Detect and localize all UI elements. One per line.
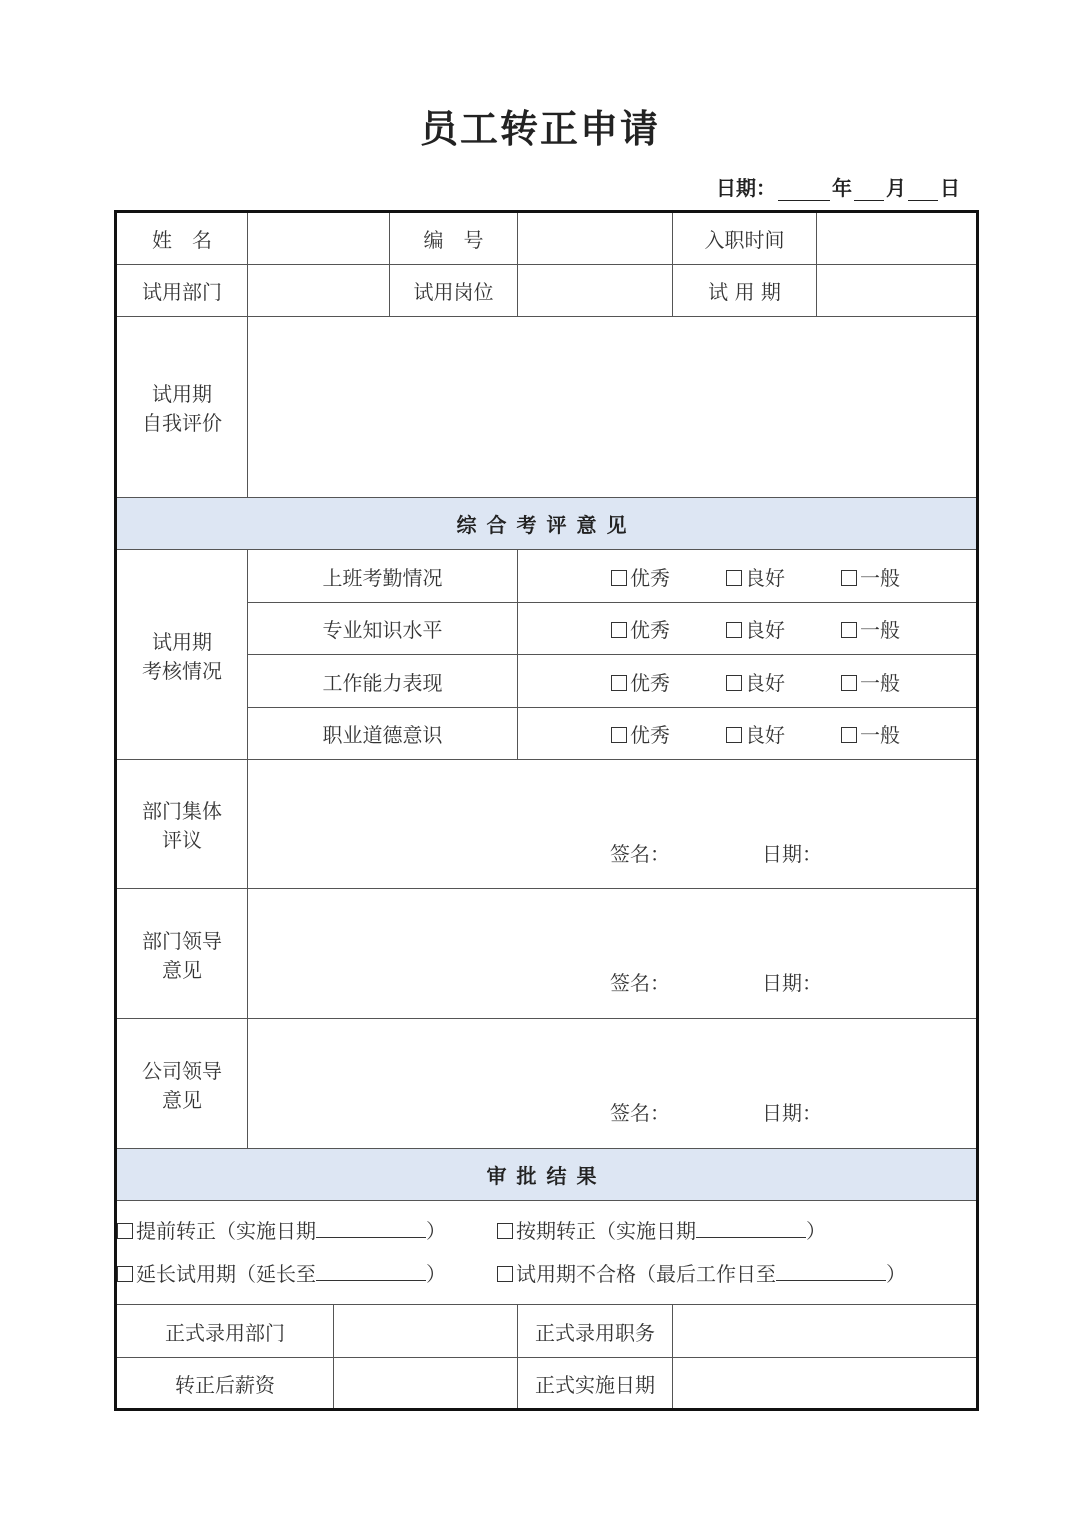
approval-extend[interactable]: 延长试用期（延长至 ） (117, 1253, 497, 1296)
header-date (716, 172, 960, 201)
option-excellent[interactable]: 优秀 (611, 719, 670, 748)
final-dept-field[interactable] (334, 1305, 518, 1358)
application-form (114, 210, 979, 1411)
year-label: 年 (832, 176, 852, 200)
signature-date-label: 日期： (762, 841, 822, 866)
id-field[interactable] (518, 212, 673, 265)
assessment-options (518, 708, 978, 760)
name-label: 姓 名 (116, 212, 248, 265)
option-average[interactable]: 一般 (841, 562, 900, 591)
name-field[interactable] (248, 212, 390, 265)
assessment-row (116, 550, 978, 603)
option-good[interactable]: 良好 (726, 667, 785, 696)
hire-date-field[interactable] (817, 212, 978, 265)
assessment-item: 上班考勤情况 (248, 550, 518, 603)
final-date-field[interactable] (673, 1358, 978, 1410)
checkbox[interactable] (611, 570, 627, 586)
option-good[interactable]: 良好 (726, 562, 785, 591)
signature-label: 签名： (610, 971, 670, 995)
on-time-date-field[interactable] (696, 1219, 806, 1238)
opinion-row-dept-group (116, 760, 978, 889)
option-excellent[interactable]: 优秀 (611, 562, 670, 591)
assessment-options (518, 603, 978, 655)
checkbox[interactable] (726, 622, 742, 638)
fail-date-field[interactable] (776, 1262, 886, 1281)
checkbox[interactable] (497, 1223, 513, 1239)
final-position-field[interactable] (673, 1305, 978, 1358)
checkbox[interactable] (611, 622, 627, 638)
checkbox[interactable] (497, 1266, 513, 1282)
date-label: 日期： (716, 176, 776, 200)
final-date-label: 正式实施日期 (518, 1358, 673, 1410)
final-salary-label: 转正后薪资 (116, 1358, 334, 1410)
checkbox[interactable] (117, 1266, 133, 1282)
option-good[interactable]: 良好 (726, 719, 785, 748)
approval-row (116, 1201, 978, 1305)
period-field[interactable] (817, 265, 978, 317)
checkbox[interactable] (726, 570, 742, 586)
month-field[interactable] (854, 178, 884, 201)
assessment-label: 试用期 考核情况 (116, 550, 248, 760)
review-section-row (116, 498, 978, 550)
approval-early[interactable]: 提前转正（实施日期 ） (117, 1210, 497, 1253)
year-field[interactable] (778, 178, 830, 201)
assessment-item: 专业知识水平 (248, 603, 518, 655)
self-eval-label: 试用期 自我评价 (116, 317, 248, 498)
assessment-options (518, 655, 978, 708)
option-excellent[interactable]: 优秀 (611, 614, 670, 643)
basic-row-1 (116, 212, 978, 265)
checkbox[interactable] (611, 727, 627, 743)
opinion-label: 部门领导 意见 (116, 889, 248, 1019)
final-salary-field[interactable] (334, 1358, 518, 1410)
opinion-label: 部门集体 评议 (116, 760, 248, 889)
opinion-field[interactable] (248, 889, 978, 1019)
approval-options (116, 1201, 978, 1305)
opinion-field[interactable] (248, 1019, 978, 1149)
option-average[interactable]: 一般 (841, 667, 900, 696)
final-row-2 (116, 1358, 978, 1410)
checkbox[interactable] (841, 570, 857, 586)
post-field[interactable] (518, 265, 673, 317)
option-good[interactable]: 良好 (726, 614, 785, 643)
post-label: 试用岗位 (390, 265, 518, 317)
signature-label: 签名： (610, 1101, 670, 1125)
early-date-field[interactable] (316, 1219, 426, 1238)
day-field[interactable] (908, 178, 938, 201)
assessment-item: 工作能力表现 (248, 655, 518, 708)
option-excellent[interactable]: 优秀 (611, 667, 670, 696)
checkbox[interactable] (726, 727, 742, 743)
checkbox[interactable] (841, 622, 857, 638)
final-dept-label: 正式录用部门 (116, 1305, 334, 1358)
page-title: 员工转正申请 (419, 107, 660, 151)
month-label: 月 (886, 176, 906, 200)
self-eval-row (116, 317, 978, 498)
opinion-label: 公司领导 意见 (116, 1019, 248, 1149)
dept-field[interactable] (248, 265, 390, 317)
checkbox[interactable] (841, 675, 857, 691)
opinion-field[interactable] (248, 760, 978, 889)
signature-label: 签名： (610, 841, 670, 866)
day-label: 日 (940, 176, 960, 200)
id-label: 编 号 (390, 212, 518, 265)
checkbox[interactable] (841, 727, 857, 743)
final-position-label: 正式录用职务 (518, 1305, 673, 1358)
extend-date-field[interactable] (316, 1262, 426, 1281)
checkbox[interactable] (611, 675, 627, 691)
signature-date-label: 日期： (762, 1101, 822, 1125)
opinion-row-company-leader (116, 1019, 978, 1149)
option-average[interactable]: 一般 (841, 719, 900, 748)
review-section-title: 综合考评意见 (116, 498, 978, 550)
period-label: 试 用 期 (673, 265, 817, 317)
hire-date-label: 入职时间 (673, 212, 817, 265)
self-eval-field[interactable] (248, 317, 978, 498)
dept-label: 试用部门 (116, 265, 248, 317)
approval-on-time[interactable]: 按期转正（实施日期 ） (497, 1210, 826, 1253)
final-row-1 (116, 1305, 978, 1358)
option-average[interactable]: 一般 (841, 614, 900, 643)
approval-fail[interactable]: 试用期不合格（最后工作日至 ） (497, 1253, 906, 1296)
opinion-row-dept-leader (116, 889, 978, 1019)
assessment-options (518, 550, 978, 603)
checkbox[interactable] (117, 1223, 133, 1239)
basic-row-2 (116, 265, 978, 317)
result-section-title: 审批结果 (116, 1149, 978, 1201)
signature-date-label: 日期： (762, 971, 822, 995)
result-section-row (116, 1149, 978, 1201)
checkbox[interactable] (726, 675, 742, 691)
assessment-item: 职业道德意识 (248, 708, 518, 760)
